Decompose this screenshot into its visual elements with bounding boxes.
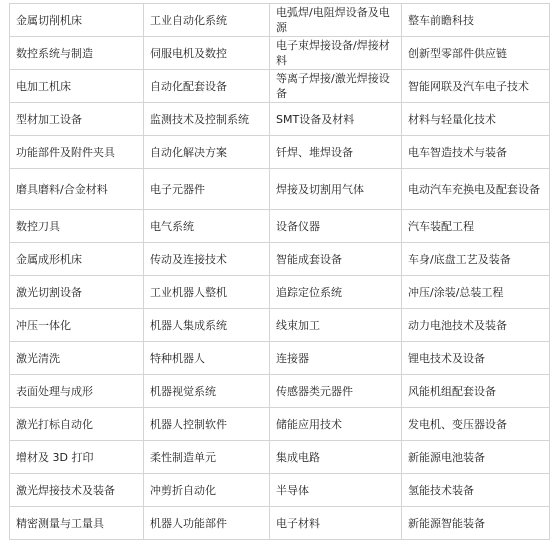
table-container [9, 3, 549, 540]
table-cell: 电子材料 [270, 507, 402, 540]
table-cell: 自动化配套设备 [144, 70, 270, 103]
table-row [10, 70, 550, 103]
table-row [10, 474, 550, 507]
table-cell: 激光焊接技术及装备 [10, 474, 144, 507]
table-cell: 锂电技术及设备 [402, 342, 550, 375]
table-cell: 激光清洗 [10, 342, 144, 375]
table-cell: 钎焊、堆焊设备 [270, 136, 402, 169]
table-cell: 储能应用技术 [270, 408, 402, 441]
table-cell: 伺服电机及数控 [144, 37, 270, 70]
table-cell: 数控刀具 [10, 210, 144, 243]
table-row [10, 103, 550, 136]
table-row [10, 4, 550, 37]
table-cell: 车身/底盘工艺及装备 [402, 243, 550, 276]
table-cell: 设备仪器 [270, 210, 402, 243]
table-row [10, 408, 550, 441]
table-cell: 电车智造技术与装备 [402, 136, 550, 169]
table-row [10, 136, 550, 169]
table-cell: 冲剪折自动化 [144, 474, 270, 507]
table-cell: 增材及 3D 打印 [10, 441, 144, 474]
table-cell: 电弧焊/电阻焊设备及电源 [270, 4, 402, 37]
table-cell: 传动及连接技术 [144, 243, 270, 276]
table-cell: SMT设备及材料 [270, 103, 402, 136]
table-cell: 工业自动化系统 [144, 4, 270, 37]
table-cell: 机器视觉系统 [144, 375, 270, 408]
table-cell: 电加工机床 [10, 70, 144, 103]
table-cell: 新能源智能装备 [402, 507, 550, 540]
table-row [10, 441, 550, 474]
table-cell: 线束加工 [270, 309, 402, 342]
table-cell: 型材加工设备 [10, 103, 144, 136]
table-cell: 激光打标自动化 [10, 408, 144, 441]
table-cell: 金属成形机床 [10, 243, 144, 276]
table-cell: 功能部件及附件夹具 [10, 136, 144, 169]
table-row [10, 276, 550, 309]
table-cell: 机器人集成系统 [144, 309, 270, 342]
table-cell: 激光切割设备 [10, 276, 144, 309]
table-cell: 工业机器人整机 [144, 276, 270, 309]
table-cell: 新能源电池装备 [402, 441, 550, 474]
table-cell: 精密测量与工量具 [10, 507, 144, 540]
table-cell: 冲压一体化 [10, 309, 144, 342]
table-row [10, 309, 550, 342]
table-cell: 机器人功能部件 [144, 507, 270, 540]
table-cell: 半导体 [270, 474, 402, 507]
table-cell: 风能机组配套设备 [402, 375, 550, 408]
table-cell: 电气系统 [144, 210, 270, 243]
table-cell: 自动化解决方案 [144, 136, 270, 169]
table-body [10, 4, 550, 540]
table-cell: 金属切削机床 [10, 4, 144, 37]
table-cell: 表面处理与成形 [10, 375, 144, 408]
table-cell: 智能网联及汽车电子技术 [402, 70, 550, 103]
table-cell: 冲压/涂装/总装工程 [402, 276, 550, 309]
table-cell: 磨具磨料/合金材料 [10, 169, 144, 210]
table-cell: 创新型零部件供应链 [402, 37, 550, 70]
table-cell: 发电机、变压器设备 [402, 408, 550, 441]
table-cell: 汽车装配工程 [402, 210, 550, 243]
table-row [10, 375, 550, 408]
table-cell: 柔性制造单元 [144, 441, 270, 474]
table-cell: 智能成套设备 [270, 243, 402, 276]
table-cell: 电子元器件 [144, 169, 270, 210]
table-cell: 监测技术及控制系统 [144, 103, 270, 136]
table-cell: 传感器类元器件 [270, 375, 402, 408]
table-cell: 集成电路 [270, 441, 402, 474]
table-cell: 连接器 [270, 342, 402, 375]
table-row [10, 37, 550, 70]
table-row [10, 210, 550, 243]
table-cell: 电动汽车充换电及配套设备 [402, 169, 550, 210]
table-cell: 特种机器人 [144, 342, 270, 375]
table-row [10, 169, 550, 210]
table-cell: 动力电池技术及装备 [402, 309, 550, 342]
exhibit-category-table [9, 3, 550, 540]
table-row [10, 507, 550, 540]
table-row [10, 342, 550, 375]
table-cell: 焊接及切割用气体 [270, 169, 402, 210]
table-cell: 电子束焊接设备/焊接材料 [270, 37, 402, 70]
table-cell: 追踪定位系统 [270, 276, 402, 309]
table-row [10, 243, 550, 276]
table-cell: 数控系统与制造 [10, 37, 144, 70]
table-cell: 等离子焊接/激光焊接设备 [270, 70, 402, 103]
table-cell: 材料与轻量化技术 [402, 103, 550, 136]
table-cell: 氢能技术装备 [402, 474, 550, 507]
table-cell: 机器人控制软件 [144, 408, 270, 441]
table-cell: 整车前瞻科技 [402, 4, 550, 37]
